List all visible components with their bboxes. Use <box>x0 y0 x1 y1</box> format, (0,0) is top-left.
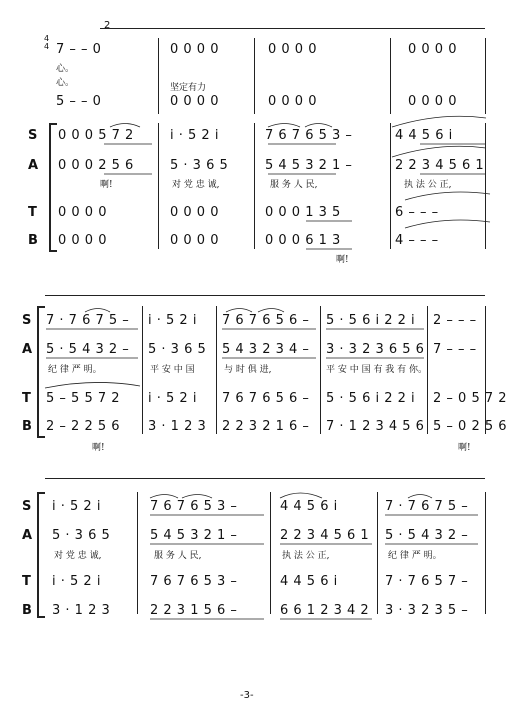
s3-s-m1: i · 5 2 i <box>52 499 101 514</box>
s2-a-m3: 5 4 3 2 3 4 – <box>222 342 310 357</box>
s1-a-m2: 5 · 3 6 5 <box>170 158 229 173</box>
upper-row1-m1: 7 – – 0 <box>56 42 102 57</box>
s1-s-m3: 7 6 7 6 5 3 – <box>265 128 353 143</box>
s2-t-m4: 5 · 5 6 i 2 2 i <box>326 391 416 406</box>
s2-s-m5: 2 – – – <box>433 313 477 328</box>
s2-s-m2: i · 5 2 i <box>148 313 197 328</box>
s2-t-m3: 7 6 7 6 5 6 – <box>222 391 310 406</box>
s1-t-m1: 0 0 0 0 <box>58 205 107 220</box>
s2-lyric-a1: 纪 律 严 明。 <box>48 365 102 375</box>
voice-label-t: T <box>28 205 37 220</box>
s1-t-m4: 6 – – – <box>395 205 439 220</box>
expression-mark: 坚定有力 <box>170 83 207 93</box>
s1-lyric-a4: 执 法 公 正, <box>404 180 452 190</box>
s1-lyric-a3: 服 务 人 民, <box>270 180 318 190</box>
upper-row2-m1: 5 – – 0 <box>56 94 102 109</box>
s1-s-m4: 4 4 5 6 i <box>395 128 453 143</box>
upper-row1-m2: 0 0 0 0 <box>170 42 219 57</box>
s1-lyric-a2: 对 党 忠 诚, <box>172 180 220 190</box>
s1-b-m4: 4 – – – <box>395 233 439 248</box>
s1-t-m2: 0 0 0 0 <box>170 205 219 220</box>
s3-lyric-a4: 纪 律 严 明。 <box>388 551 442 561</box>
s2-b-m1: 2 – 2 2 5 6 <box>46 419 121 434</box>
s2-t-m2: i · 5 2 i <box>148 391 197 406</box>
s1-lyric-b1: 啊! <box>336 255 349 265</box>
s3-a-m2: 5 4 5 3 2 1 – <box>150 528 238 543</box>
voice-label-t: T <box>22 391 31 406</box>
s2-b-m2: 3 · 1 2 3 <box>148 419 207 434</box>
measure-number: 2 <box>104 20 111 31</box>
page-number: -3- <box>240 690 254 701</box>
s2-s-m4: 5 · 5 6 i 2 2 i <box>326 313 416 328</box>
voice-label-t: T <box>22 574 31 589</box>
voice-label-b: B <box>22 419 32 434</box>
upper-row2-m2: 0 0 0 0 <box>170 94 219 109</box>
upper-row1-m3: 0 0 0 0 <box>268 42 317 57</box>
voice-label-s: S <box>22 313 32 328</box>
s1-b-m1: 0 0 0 0 <box>58 233 107 248</box>
s3-lyric-a2: 服 务 人 民, <box>154 551 202 561</box>
s2-a-m2: 5 · 3 6 5 <box>148 342 207 357</box>
s1-t-m3: 0 0 0 1 3 5 <box>265 205 341 220</box>
s2-t-m1: 5 – 5 5 7 2 <box>46 391 121 406</box>
s3-t-m4: 7 · 7 6 5 7 – <box>385 574 469 589</box>
voice-label-a: A <box>22 342 33 357</box>
s2-b-m4: 7 · 1 2 3 4 5 6 <box>326 419 425 434</box>
s3-s-m3: 4 4 5 6 i <box>280 499 338 514</box>
s2-a-m1: 5 · 5 4 3 2 – <box>46 342 130 357</box>
s1-a-m1: 0 0 0 2 5 6 <box>58 158 134 173</box>
s2-lyric-b2: 啊! <box>458 443 471 453</box>
s3-b-m3: 6 6 1 2 3 4 2 <box>280 603 370 618</box>
s2-t-m5: 2 – 0 5 7 2 <box>433 391 508 406</box>
upper-lyric2: 心。 <box>56 78 75 88</box>
s3-b-m1: 3 · 1 2 3 <box>52 603 111 618</box>
s1-b-m2: 0 0 0 0 <box>170 233 219 248</box>
voice-label-b: B <box>28 233 38 248</box>
meter-top: 4 <box>44 34 50 43</box>
s2-lyric-a3: 与 时 俱 进, <box>224 365 272 375</box>
upper-row2-m4: 0 0 0 0 <box>408 94 457 109</box>
s3-t-m1: i · 5 2 i <box>52 574 101 589</box>
s2-lyric-a2: 平 安 中 国 <box>150 365 195 375</box>
s2-s-m3: 7 6 7 6 5 6 – <box>222 313 310 328</box>
upper-row1-m4: 0 0 0 0 <box>408 42 457 57</box>
s3-lyric-a1: 对 党 忠 诚, <box>54 551 102 561</box>
s1-b-m3: 0 0 0 6 1 3 <box>265 233 341 248</box>
s1-s-m2: i · 5 2 i <box>170 128 219 143</box>
s3-s-m4: 7 · 7 6 7 5 – <box>385 499 469 514</box>
s3-b-m2: 2 2 3 1 5 6 – <box>150 603 238 618</box>
s3-t-m2: 7 6 7 6 5 3 – <box>150 574 238 589</box>
meter-bottom: 4 <box>44 42 50 51</box>
s1-lyric-a1: 啊! <box>100 180 113 190</box>
voice-label-b: B <box>22 603 32 618</box>
voice-label-s: S <box>28 128 38 143</box>
s3-a-m4: 5 · 5 4 3 2 – <box>385 528 469 543</box>
voice-label-a: A <box>22 528 33 543</box>
s3-s-m2: 7 6 7 6 5 3 – <box>150 499 238 514</box>
s1-s-m1: 0 0 0 5 7 2 <box>58 128 134 143</box>
upper-row2-m3: 0 0 0 0 <box>268 94 317 109</box>
s2-b-m5: 5 – 0 2 5 6 <box>433 419 508 434</box>
voice-label-s: S <box>22 499 32 514</box>
s2-s-m1: 7 · 7 6 7 5 – <box>46 313 130 328</box>
s2-lyric-b1: 啊! <box>92 443 105 453</box>
s3-lyric-a3: 执 法 公 正, <box>282 551 330 561</box>
s3-a-m3: 2 2 3 4 5 6 1 <box>280 528 370 543</box>
s3-b-m4: 3 · 3 2 3 5 – <box>385 603 469 618</box>
s1-a-m3: 5 4 5 3 2 1 – <box>265 158 353 173</box>
s3-t-m3: 4 4 5 6 i <box>280 574 338 589</box>
s3-a-m1: 5 · 3 6 5 <box>52 528 111 543</box>
s2-b-m3: 2 2 3 2 1 6 – <box>222 419 310 434</box>
upper-lyric1: 心。 <box>56 64 75 74</box>
s2-a-m5: 7 – – – <box>433 342 477 357</box>
voice-label-a: A <box>28 158 39 173</box>
s2-lyric-a4: 平 安 中 国 有 我 有 你。 <box>326 365 428 375</box>
s1-a-m4: 2 2 3 4 5 6 1 <box>395 158 485 173</box>
s2-a-m4: 3 · 3 2 3 6 5 6 <box>326 342 425 357</box>
